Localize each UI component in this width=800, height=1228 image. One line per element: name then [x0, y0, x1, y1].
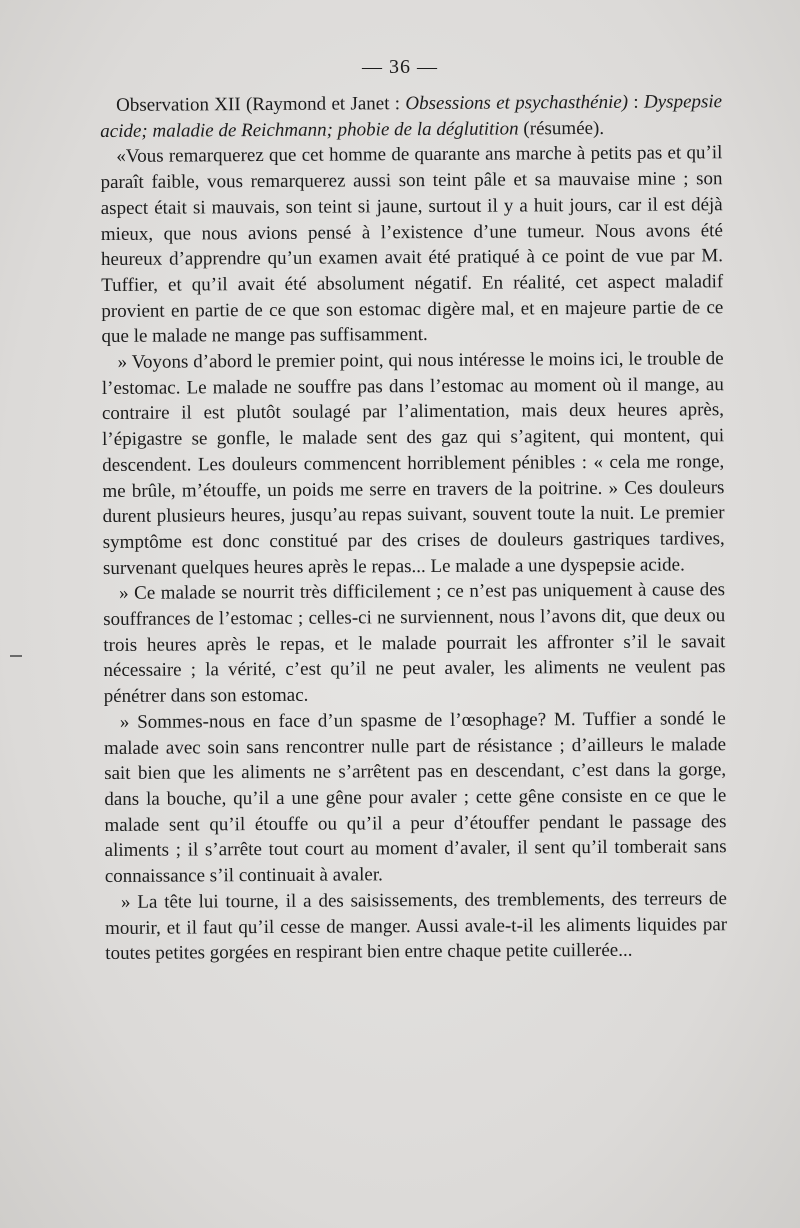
page-body: [100, 89, 727, 967]
page-number: — 36 —: [362, 56, 438, 78]
heading-lead: Observation XII (Raymond et Janet :: [116, 93, 406, 116]
paragraph: » Voyons d’abord le premier point, qui nous intéresse le moins ici, le trouble de l’estomac. Le malade ne souffre pas dans l’estomac au moment où il mange, au contraire il est plutôt soulagé par l’alimentation, mais deux heures après, l’épigastre se gonfle, le malade sent des gaz qui s’agitent, qui montent, qui descendent. Les douleurs commencent horriblement pénibles : « cela me ronge, me brûle, m’étouffe, un poids me serre en travers de la poitrine. » Ces douleurs durent plusieurs heures, jusqu’au repas suivant, souvent toute la nuit. Le premier symptôme est donc constitué par des crises de douleurs gastriques tardives, survenant quelques heures après le repas... Le malade a une dyspepsie acide.: [101, 348, 725, 579]
paragraph: «Vous remarquerez que cet homme de quarante ans marche à petits pas et qu’il paraît faible, vous remarquerez aussi son teint pâle et sa mauvaise mine ; son aspect était si mauvais, son teint si jaune, surtout il y a huit jours, car il est déjà mieux, que nous avions pensé à l’existence d’une tumeur. Nous avons été heureux d’apprendre qu’un examen avait été pratiqué à ce point de vue par M. Tuffier, et qu’il avait été absolument négatif. En réalité, cet aspect maladif provient en partie de ce que son estomac digère mal, et en majeure partie de ce que le malade ne mange pas suffisamment.: [100, 142, 724, 348]
observation-heading: [100, 89, 722, 144]
scan-margin-mark: [10, 655, 22, 657]
heading-trail: (résumée).: [518, 117, 605, 140]
heading-separator: :: [628, 91, 645, 113]
paragraph: » La tête lui tourne, il a des saisissements, des tremblements, des terreurs de mourir, et il faut qu’il cesse de manger. Aussi avale-t-il les aliments liquides par toutes petites gorgées en respirant bien entre chaque petite cuillerée...: [105, 887, 728, 965]
heading-title: Dyspepsie acide; maladie de Reichmann; phobie de la déglutition: [100, 91, 723, 142]
paragraph: » Sommes-nous en face d’un spasme de l’œsophage? M. Tuffier a sondé le malade avec soin sans rencontrer nulle part de résistance ; d’ailleurs le malade sait bien que les aliments ne s’arrêtent pas en descendant, c’est dans la gorge, dans la bouche, qu’il a une gêne pour avaler ; cette gêne consiste en ce que le malade sent qu’il étouffe ou qu’il a peur d’étouffer pendant le passage des aliments ; il s’arrête tout court au moment d’avaler, il sent qu’il tomberait sans connaissance s’il continuait à avaler.: [103, 708, 727, 888]
paragraph: » Ce malade se nourrit très difficilement ; ce n’est pas uniquement à cause des souffrances de l’estomac ; celles-ci ne surviennent, nous l’avons dit, que deux ou trois heures après le repas, et le malade pourrait les affronter s’il le savait nécessaire ; la vérité, c’est qu’il ne peut avaler, les aliments ne veulent pas pénétrer dans son estomac.: [103, 579, 726, 708]
heading-source: Obsessions et psychasthénie): [405, 91, 629, 115]
